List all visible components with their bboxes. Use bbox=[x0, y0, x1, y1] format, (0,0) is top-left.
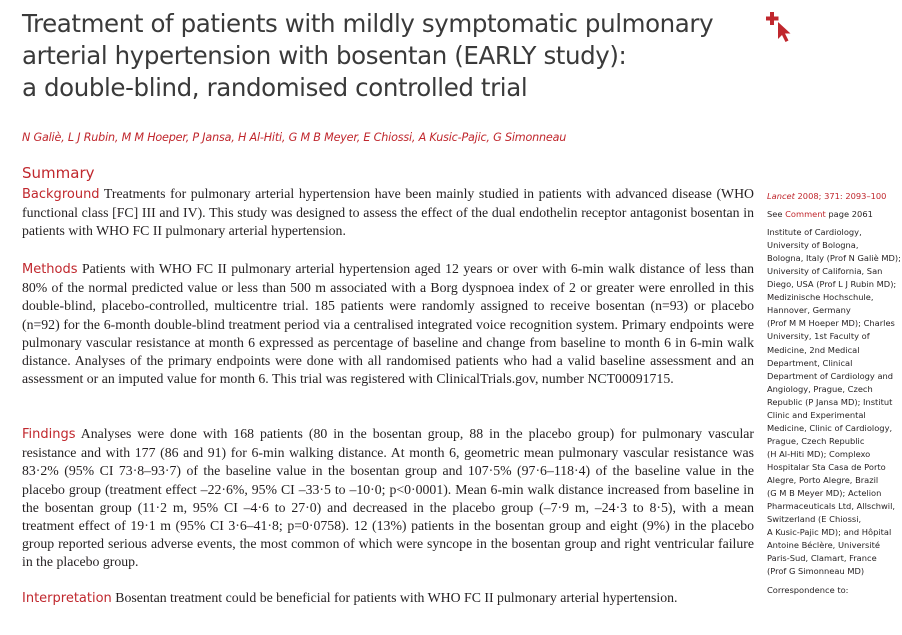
affiliation-line: A Kusic-Pajic MD); and Hôpital bbox=[767, 527, 892, 538]
background-label: Background bbox=[22, 187, 100, 202]
methods-label: Methods bbox=[22, 262, 78, 277]
affiliation-line: University of Bologna, bbox=[767, 240, 859, 251]
affiliation-line: Diego, USA (Prof L J Rubin MD); bbox=[767, 279, 897, 290]
abstract-findings bbox=[22, 425, 754, 572]
title-line: Treatment of patients with mildly symptomatic pulmonary bbox=[22, 9, 714, 38]
comment-link[interactable]: Comment bbox=[785, 209, 826, 220]
affiliation-line: Switzerland (E Chiossi, bbox=[767, 514, 862, 525]
affiliation-line: Department of Cardiology and bbox=[767, 370, 894, 381]
affiliation-line: (G M B Meyer MD); Actelion bbox=[767, 488, 882, 499]
affiliation-line: Department, Clinical bbox=[767, 357, 853, 368]
abstract-interpretation bbox=[22, 589, 754, 608]
interpretation-label: Interpretation bbox=[22, 591, 112, 606]
see-comment bbox=[767, 208, 901, 221]
journal-citation bbox=[767, 190, 901, 203]
methods-text: Patients with WHO FC II pulmonary arterial hypertension aged 12 years or over with 6-min walk distance of less than 80% of the normal predicted value or less than 500 m associated with a Borg dyspnoea index of 2 or greater were enrolled in this double-blind, placebo-controlled, multicentre trial. 185 patients were randomly assigned to receive bosentan (n=93) or placebo (n=92) for the 6-month double-blind treatment period via a centralised integrated voice recognition system. Primary endpoints were pulmonary vascular resistance at month 6 expressed as percentage of baseline and change from baseline to month 6 in 6-min walk distance. Analyses of the primary endpoints were done with all randomised patients who had a valid baseline assessment and an assessment or an imputed value for month 6. This trial was registered with ClinicalTrials.gov, number NCT00091715. bbox=[22, 261, 754, 387]
findings-text: Analyses were done with 168 patients (80 in the bosentan group, 88 in the placebo group) for pulmonary vascular resistance and with 177 (86 and 91) for 6-min walking distance. At month 6, geometric mean pulmonary vascular resistance was 83·2% (95% CI 73·8–93·7) of the baseline value in the bosentan group and 107·5% (97·6–118·4) of the baseline value in the placebo group (treatment effect –22·6%, 95% CI –33·5 to –10·0; p<0·0001). Mean 6-min walk distance increased from baseline in the bosentan group (11·2 m, 95% CI –4·6 to 27·0) and decreased in the placebo group (–7·9 m, –24·3 to 8·5), with a mean treatment effect of 19·1 m (95% CI 3·6–41·8; p=0·0758). 12 (13%) patients in the bosentan group and eight (9%) in the placebo group reported serious adverse events, the most common of which were syncope in the bosentan group and right ventricular failure in the placebo group. bbox=[22, 426, 754, 570]
title-line: arterial hypertension with bosentan (EARLY study): bbox=[22, 41, 627, 70]
background-text: Treatments for pulmonary arterial hypertension have been mainly studied in patients with advanced disease (WHO functional class [FC] III and IV). This study was designed to assess the effect of the dual endothelin receptor antagonist bosentan in patients with WHO FC II pulmonary arterial hypertension. bbox=[22, 186, 754, 239]
interpretation-text: Bosentan treatment could be beneficial for patients with WHO FC II pulmonary arterial hypertension. bbox=[115, 590, 678, 605]
affiliation-line: Hannover, Germany bbox=[767, 305, 851, 316]
sidebar bbox=[767, 190, 901, 597]
affiliation-line: Bologna, Italy (Prof N Galiè MD); bbox=[767, 253, 901, 264]
abstract-methods bbox=[22, 260, 754, 388]
affiliation-line: University of California, San bbox=[767, 266, 883, 277]
affiliation-line: (Prof M M Hoeper MD); Charles bbox=[767, 318, 895, 329]
affiliation-line: Antoine Béclère, Université bbox=[767, 540, 880, 551]
affiliation-line: Hospitalar Sta Casa de Porto bbox=[767, 461, 886, 472]
affiliation-line: Clinic and Experimental bbox=[767, 409, 866, 420]
abstract-background bbox=[22, 185, 754, 241]
affiliations bbox=[767, 226, 901, 578]
affiliation-line: Pharmaceuticals Ltd, Allschwil, bbox=[767, 501, 896, 512]
affiliation-line: (H Al-Hiti MD); Complexo bbox=[767, 448, 871, 459]
title-line: a double-blind, randomised controlled trial bbox=[22, 73, 528, 102]
findings-label: Findings bbox=[22, 427, 76, 442]
see-suffix: page 2061 bbox=[825, 209, 873, 220]
article-title bbox=[22, 8, 762, 104]
crossmark-icon[interactable] bbox=[766, 10, 794, 44]
summary-heading: Summary bbox=[22, 164, 95, 182]
affiliation-line: (Prof G Simonneau MD) bbox=[767, 566, 865, 577]
affiliation-line: University, 1st Faculty of bbox=[767, 331, 870, 342]
author-list: N Galiè, L J Rubin, M M Hoeper, P Jansa, H Al-Hiti, G M B Meyer, E Chiossi, A Kusic-Pajic, G Simonneau bbox=[22, 131, 567, 144]
affiliation-line: Medicine, Clinic of Cardiology, bbox=[767, 422, 893, 433]
affiliation-line: Prague, Czech Republic bbox=[767, 435, 865, 446]
affiliation-line: Paris-Sud, Clamart, France bbox=[767, 553, 877, 564]
affiliation-line: Alegre, Porto Alegre, Brazil bbox=[767, 474, 879, 485]
correspondence-label: Correspondence to: bbox=[767, 585, 849, 596]
affiliation-line: Angiology, Prague, Czech bbox=[767, 383, 873, 394]
affiliation-line: Medicine, 2nd Medical bbox=[767, 344, 860, 355]
affiliation-line: Medizinische Hochschule, bbox=[767, 292, 874, 303]
citation-details: 2008; 371: 2093–100 bbox=[794, 191, 887, 201]
affiliation-line: Institute of Cardiology, bbox=[767, 227, 862, 238]
citation-journal: Lancet bbox=[767, 191, 795, 201]
affiliation-line: Republic (P Jansa MD); Institut bbox=[767, 396, 893, 407]
see-prefix: See bbox=[767, 209, 786, 220]
